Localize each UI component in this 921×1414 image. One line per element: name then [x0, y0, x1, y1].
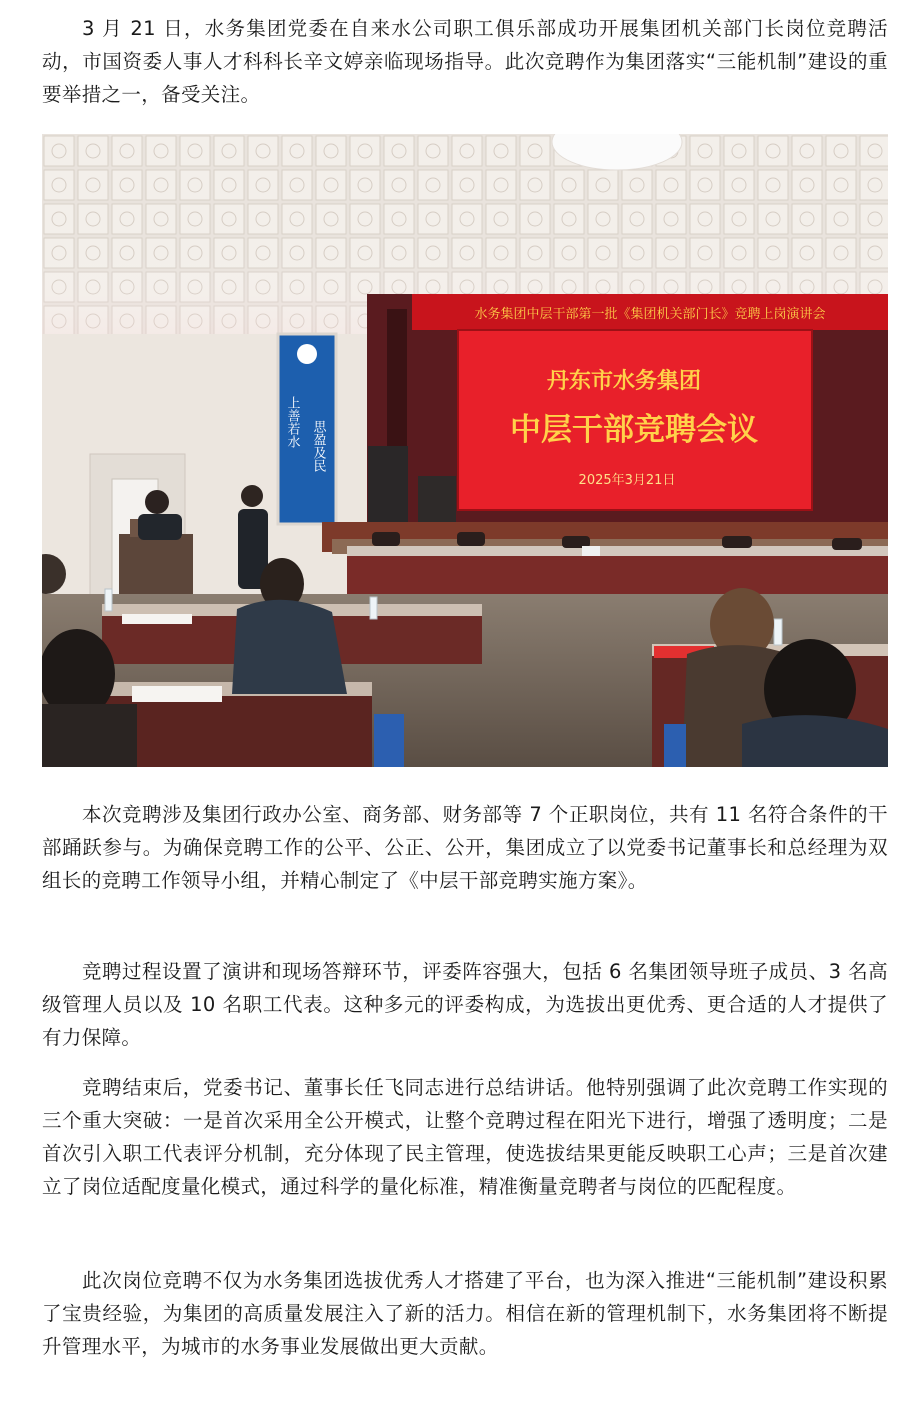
- pillar-text-right: 思盈及民: [310, 420, 326, 472]
- pillar-text-left: 上善若水: [284, 396, 300, 448]
- speaker-left: [368, 446, 408, 526]
- event-photo: [42, 134, 888, 767]
- podium: [119, 534, 193, 604]
- logo-icon: [297, 344, 317, 364]
- speaker-person: [145, 490, 169, 514]
- screen-subtitle: 中层干部竞聘会议: [510, 412, 758, 448]
- screen-title: 丹东市水务集团: [546, 369, 702, 394]
- host-person: [241, 485, 263, 507]
- paragraph-scope: 本次竞聘涉及集团行政办公室、商务部、财务部等 7 个正职岗位，共有 11 名符合条件的干部踊跃参与。为确保竞聘工作的公平、公正、公开，集团成立了以党委书记董事长和总经理为双组长的竞聘工作领导小组，并精心制定了《中层干部竞聘实施方案》。: [42, 803, 888, 892]
- paragraph-intro: 3 月 21 日，水务集团党委在自来水公司职工俱乐部成功开展集团机关部门长岗位竞聘活动，市国资委人事人才科科长辛文婷亲临现场指导。此次竞聘作为集团落实“三能机制”建设的重要举措之一，备受关注。: [42, 17, 888, 106]
- speaker-right: [418, 476, 456, 526]
- stage-banner-text: 水务集团中层干部第一批《集团机关部门长》竞聘上岗演讲会: [474, 307, 826, 322]
- screen-date: 2025年3月21日: [578, 473, 676, 488]
- paragraph-process: 竞聘过程设置了演讲和现场答辩环节，评委阵容强大，包括 6 名集团领导班子成员、3 名高级管理人员以及 10 名职工代表。这种多元的评委构成，为选拔出更优秀、更合适的人才提供了有力保障。: [42, 960, 888, 1049]
- paragraph-conclusion: 此次岗位竞聘不仅为水务集团选拔优秀人才搭建了平台，也为深入推进“三能机制”建设积累了宝贵经验，为集团的高质量发展注入了新的活力。相信在新的管理机制下，水务集团将不断提升管理水平，为城市的水务事业发展做出更大贡献。: [42, 1269, 888, 1358]
- paragraph-summary: 竞聘结束后，党委书记、董事长任飞同志进行总结讲话。他特别强调了此次竞聘工作实现的三个重大突破：一是首次采用全公开模式，让整个竞聘过程在阳光下进行，增强了透明度；二是首次引入职工代表评分机制，充分体现了民主管理，使选拔结果更能反映职工心声；三是首次建立了岗位适配度量化模式，通过科学的量化标准，精准衡量竞聘者与岗位的匹配程度。: [42, 1076, 888, 1198]
